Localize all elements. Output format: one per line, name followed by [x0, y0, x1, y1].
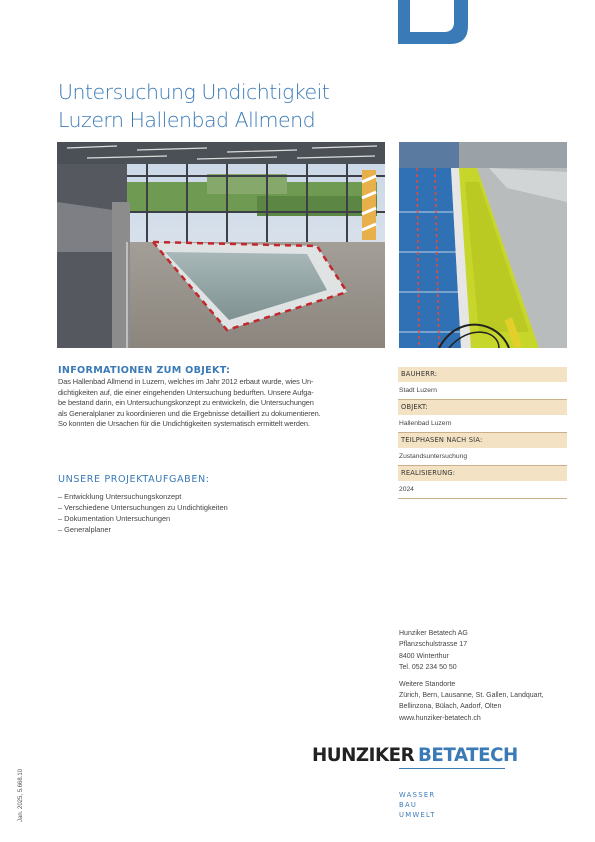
tagline-item: WASSER: [399, 791, 436, 799]
company-website-link[interactable]: www.hunziker-betatech.ch: [399, 714, 481, 722]
locations-line: Bellinzona, Bülach, Aadorf, Olten: [399, 703, 502, 711]
company-street: Pflanzschulstrasse 17: [399, 641, 468, 649]
task-item: – Entwicklung Untersuchungskonzept: [58, 492, 182, 501]
info-line: Das Hallenbad Allmend in Luzern, welches im Jahr 2012 erbaut wurde, wies Un-: [58, 377, 314, 386]
logo-text-betatech: BETATECH: [418, 744, 519, 766]
locations-heading: Weitere Standorte: [399, 680, 456, 688]
brand-tab-mark: [398, 0, 468, 44]
tagline-item: BAU: [399, 801, 418, 809]
logo-underline: [399, 768, 505, 769]
company-name: Hunziker Betatech AG: [399, 630, 468, 637]
info-heading: INFORMATIONEN ZUM OBJEKT:: [58, 365, 231, 376]
document-code: Jan. 2025, 5.668.10: [18, 768, 24, 822]
info-line: So konnten die Ursachen für die Undichtigkeiten systematisch ermittelt werden.: [58, 419, 310, 429]
tagline: [399, 790, 436, 820]
fact-label-teilphasen: TEILPHASEN NACH SIA:: [398, 433, 567, 448]
tasks-heading: UNSERE PROJEKTAUFGABEN:: [58, 474, 210, 485]
info-line: dichtigkeiten auf, die einer eingehenden Untersuchung bedurften. Unsere Aufga-: [58, 387, 314, 397]
task-item: – Generalplaner: [58, 525, 112, 534]
fact-value-realisierung: 2024: [398, 481, 567, 499]
company-city: 8400 Winterthur: [399, 652, 449, 660]
page-title-line-2: Luzern Hallenbad Allmend: [58, 108, 316, 132]
tagline-item: UMWELT: [399, 811, 436, 819]
fact-value-objekt: Hallenbad Luzern: [398, 415, 567, 433]
fact-value-bauherr: Stadt Luzern: [398, 382, 567, 400]
tasks-list: [58, 491, 228, 535]
project-facts-table: [398, 367, 567, 499]
fact-value-teilphasen: Zustandsuntersuchung: [398, 448, 567, 466]
photo-pool-yellow-deck: [399, 142, 567, 348]
logo-text-hunziker: HUNZIKER: [312, 744, 415, 766]
company-phone: Tel. 052 234 50 50: [399, 664, 457, 672]
page-title-line-1: Untersuchung Undichtigkeit: [58, 80, 330, 104]
company-logo: [312, 744, 522, 766]
info-line: be bestand darin, ein Untersuchungskonzept zu entwickeln, die Untersuchungen: [58, 398, 314, 408]
fact-label-realisierung: REALISIERUNG:: [398, 466, 567, 481]
task-item: – Verschiedene Untersuchungen zu Undichtigkeiten: [58, 503, 228, 512]
task-item: – Dokumentation Untersuchungen: [58, 514, 171, 523]
fact-label-objekt: OBJEKT:: [398, 400, 567, 415]
photo-hall-pool-basin: [57, 142, 385, 348]
fact-label-bauherr: BAUHERR:: [398, 367, 567, 382]
info-line: als Generalplaner zu koordinieren und die Ergebnisse detailliert zu dokumentieren.: [58, 408, 321, 418]
contact-block: [399, 628, 544, 724]
info-body: [58, 377, 385, 430]
locations-line: Zürich, Bern, Lausanne, St. Gallen, Landquart,: [399, 692, 544, 700]
